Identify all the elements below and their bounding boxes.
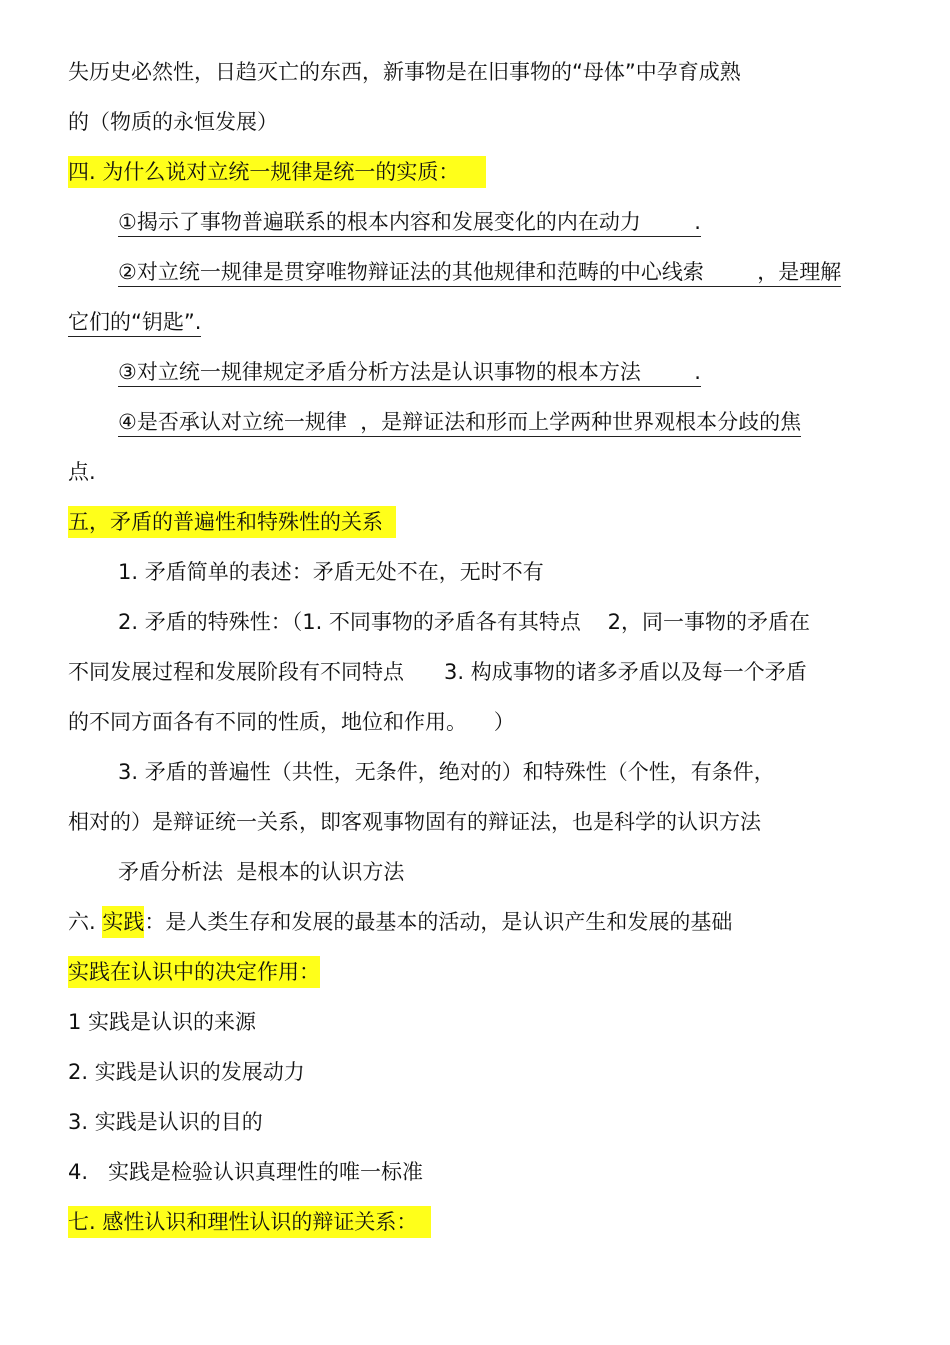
underlined-text: ①揭示了事物普遍联系的根本内容和发展变化的内在动力 . [118,210,701,237]
underlined-text: ，是辩证法和形而上学两种世界观根本分歧的焦 [360,410,801,437]
text-line: 2. 矛盾的特殊性：（1. 不同事物的矛盾各有其特点 2，同一事物的矛盾在 [118,610,810,634]
text-line: 相对的）是辩证统一关系，即客观事物固有的辩证法，也是科学的认识方法 [68,810,761,834]
paragraph-line [0,852,950,892]
text-line: 3. 矛盾的普遍性（共性，无条件，绝对的）和特殊性（个性，有条件， [118,760,775,784]
text-line: 失历史必然性，日趋灭亡的东西，新事物是在旧事物的“母体”中孕育成熟 [68,60,741,84]
text-line: ：是人类生存和发展的最基本的活动，是认识产生和发展的基础 [144,910,733,934]
text-line: 的不同方面各有不同的性质，地位和作用。 ） [68,710,515,734]
list-item [0,402,950,442]
list-item [0,552,950,592]
subheading [0,952,950,992]
list-item [0,1152,950,1192]
section-heading-7 [0,1202,950,1242]
highlight-pad [459,156,486,188]
list-item [0,352,950,392]
text-line: 2. 实践是认识的发展动力 [68,1060,305,1084]
list-item-continuation [0,302,950,342]
highlighted-heading: 五，矛盾的普遍性和特殊性的关系 [68,506,396,538]
text-line: 1. 矛盾简单的表述：矛盾无处不在，无时不有 [118,560,544,584]
list-item [0,602,950,642]
list-item-continuation [0,802,950,842]
underlined-text: ③对立统一规律规定矛盾分析方法是认识事物的根本方法 . [118,360,701,387]
section-heading-4 [0,152,950,192]
list-item [0,752,950,792]
highlighted-term: 实践 [102,906,144,938]
text-line: 4. 实践是检验认识真理性的唯一标准 [68,1160,424,1184]
underlined-text: ②对立统一规律是贯穿唯物辩证法的其他规律和范畴的中心线索 [118,260,757,287]
paragraph-line [0,102,950,142]
list-item [0,1052,950,1092]
text-line: 不同发展过程和发展阶段有不同特点 3. 构成事物的诸多矛盾以及每一个矛盾 [68,660,807,684]
underlined-text: 它们的“钥匙”. [68,310,201,337]
list-item-continuation [0,652,950,692]
list-item [0,252,950,292]
text-line: 点. [68,460,96,484]
section-heading-5 [0,502,950,542]
list-item [0,1002,950,1042]
underlined-text: ④是否承认对立统一规律 [118,410,360,437]
text-line: 的（物质的永恒发展） [68,110,278,134]
underlined-text: ，是理解 [757,260,841,287]
highlight-pad [417,1206,430,1238]
paragraph-line [0,52,950,92]
list-item-continuation [0,452,950,492]
highlighted-heading: 四. 为什么说对立统一规律是统一的实质： [68,156,459,188]
highlighted-heading: 实践在认识中的决定作用： [68,956,320,988]
list-item-continuation [0,702,950,742]
list-item [0,202,950,242]
text-line: 1 实践是认识的来源 [68,1010,257,1034]
section-number: 六. [68,910,103,934]
highlighted-heading: 七. 感性认识和理性认识的辩证关系： [68,1206,417,1238]
section-heading-6 [0,902,950,942]
list-item [0,1102,950,1142]
text-line: 3. 实践是认识的目的 [68,1110,263,1134]
text-line: 矛盾分析法 是根本的认识方法 [118,860,405,884]
